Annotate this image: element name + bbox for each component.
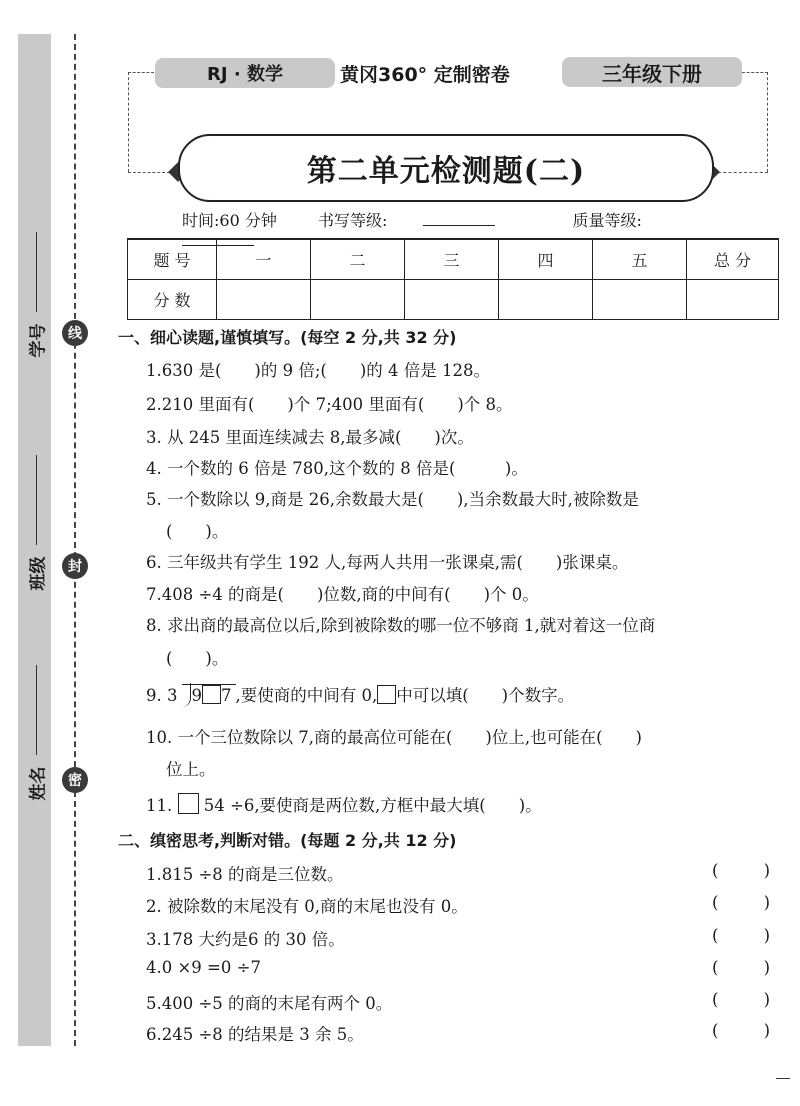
question-8[interactable]: 8. 求出商的最高位以后,除到被除数的哪一位不够商 1,就对着这一位商	[146, 616, 656, 635]
seal-seal-mark: 封	[62, 553, 88, 579]
paren-open: (	[712, 958, 719, 977]
binding-dashed-line	[74, 34, 76, 1046]
connector-left-top	[128, 72, 154, 73]
name-field[interactable]	[22, 665, 50, 825]
question-8-continued[interactable]: ( )。	[166, 649, 229, 668]
question-9[interactable]	[146, 682, 574, 706]
score-table-score-row	[128, 280, 779, 320]
score-cell[interactable]	[687, 280, 779, 320]
dividend-digit: 9	[191, 686, 202, 705]
class-field[interactable]	[22, 455, 50, 615]
paren-close: )	[763, 958, 770, 977]
score-table	[127, 238, 779, 320]
title-capsule	[178, 134, 714, 202]
long-division-bracket	[182, 684, 236, 705]
answer-parentheses[interactable]	[712, 958, 770, 977]
student-id-label: 学号	[28, 323, 49, 357]
answer-parentheses[interactable]	[712, 926, 770, 945]
question-7[interactable]: 7.408 ÷4 的商是( )位数,商的中间有( )个 0。	[146, 585, 539, 604]
paren-open: (	[712, 926, 719, 945]
student-id-field[interactable]	[22, 232, 50, 392]
connector-left-bottom	[128, 172, 170, 173]
class-label: 班级	[28, 556, 49, 590]
question-6[interactable]: 6. 三年级共有学生 192 人,每两人共用一张课桌,需( )张课桌。	[146, 553, 629, 572]
connector-right-top	[742, 72, 768, 73]
answer-parentheses[interactable]	[712, 861, 770, 880]
class-blank	[36, 455, 37, 545]
answer-parentheses[interactable]	[712, 1021, 770, 1040]
question-9-number: 9. 3	[146, 686, 178, 705]
score-header-cell: 四	[499, 239, 593, 280]
seal-line-mark: 线	[62, 320, 88, 346]
paren-close: )	[763, 1021, 770, 1040]
time-limit: 时间:60 分钟	[182, 211, 277, 230]
answer-parentheses[interactable]	[712, 893, 770, 912]
judge-item-6: 6.245 ÷8 的结果是 3 余 5。	[146, 1025, 364, 1044]
page-corner-mark	[776, 1078, 790, 1079]
writing-grade-blank[interactable]	[423, 211, 495, 226]
paren-open: (	[712, 861, 719, 880]
quality-grade-label: 质量等级:	[572, 211, 642, 230]
question-5[interactable]: 5. 一个数除以 9,商是 26,余数最大是( ),当余数最大时,被除数是	[146, 490, 639, 509]
subject-tab: RJ · 数学	[155, 58, 335, 88]
score-cell[interactable]	[217, 280, 311, 320]
score-table-header-row	[128, 239, 779, 280]
digit-box-icon	[178, 793, 199, 814]
dividend-digit: 7	[221, 686, 232, 705]
score-header-cell: 二	[311, 239, 405, 280]
paren-open: (	[712, 1021, 719, 1040]
score-header-cell: 总 分	[687, 239, 779, 280]
question-10-continued[interactable]: 位上。	[166, 760, 216, 779]
paren-close: )	[763, 990, 770, 1009]
paren-close: )	[763, 926, 770, 945]
score-row-label: 分 数	[128, 280, 217, 320]
writing-grade-label: 书写等级:	[317, 211, 388, 230]
score-header-cell: 题 号	[128, 239, 217, 280]
question-1[interactable]: 1.630 是( )的 9 倍;( )的 4 倍是 128。	[146, 361, 491, 380]
score-cell[interactable]	[593, 280, 687, 320]
grade-tab: 三年级下册	[562, 57, 742, 87]
question-4[interactable]: 4. 一个数的 6 倍是 780,这个数的 8 倍是( )。	[146, 459, 528, 478]
section2-heading: 二、缜密思考,判断对错。(每题 2 分,共 12 分)	[118, 831, 457, 850]
score-cell[interactable]	[499, 280, 593, 320]
page-title: 第二单元检测题(二)	[306, 154, 586, 189]
judge-item-1: 1.815 ÷8 的商是三位数。	[146, 865, 344, 884]
paren-open: (	[712, 893, 719, 912]
seal-secret-mark: 密	[62, 767, 88, 793]
question-11[interactable]	[146, 792, 542, 816]
connector-left-vertical	[128, 72, 129, 172]
question-9-text: ,要使商的中间有 0,	[235, 686, 378, 705]
question-10[interactable]: 10. 一个三位数除以 7,商的最高位可能在( )位上,也可能在( )	[146, 728, 642, 747]
question-3[interactable]: 3. 从 245 里面连续减去 8,最多减( )次。	[146, 428, 474, 447]
answer-parentheses[interactable]	[712, 990, 770, 1009]
student-id-blank	[36, 232, 37, 312]
digit-box-icon	[202, 685, 221, 704]
series-name: 黄冈360° 定制密卷	[340, 64, 510, 86]
connector-right-vertical	[767, 72, 768, 172]
question-9-text: 中可以填( )个数字。	[396, 686, 575, 705]
section1-heading: 一、细心读题,谨慎填写。(每空 2 分,共 32 分)	[118, 328, 457, 347]
question-11-number: 11.	[146, 796, 173, 815]
score-header-cell: 三	[405, 239, 499, 280]
paren-open: (	[712, 990, 719, 1009]
name-label: 姓名	[28, 766, 49, 800]
judge-item-2: 2. 被除数的末尾没有 0,商的末尾也没有 0。	[146, 897, 468, 916]
score-cell[interactable]	[311, 280, 405, 320]
paren-close: )	[763, 893, 770, 912]
connector-right-bottom	[718, 172, 768, 173]
paren-close: )	[763, 861, 770, 880]
question-2[interactable]: 2.210 里面有( )个 7;400 里面有( )个 8。	[146, 395, 513, 414]
score-header-cell: 五	[593, 239, 687, 280]
question-5-continued[interactable]: ( )。	[166, 522, 229, 541]
judge-item-3: 3.178 大约是6 的 30 倍。	[146, 930, 345, 949]
judge-item-5: 5.400 ÷5 的商的末尾有两个 0。	[146, 994, 393, 1013]
judge-item-4: 4.0 ×9 =0 ÷7	[146, 958, 261, 977]
name-blank	[36, 665, 37, 755]
score-header-cell: 一	[217, 239, 311, 280]
digit-box-icon	[377, 685, 396, 704]
question-11-text: 54 ÷6,要使商是两位数,方框中最大填( )。	[203, 796, 542, 815]
score-cell[interactable]	[405, 280, 499, 320]
